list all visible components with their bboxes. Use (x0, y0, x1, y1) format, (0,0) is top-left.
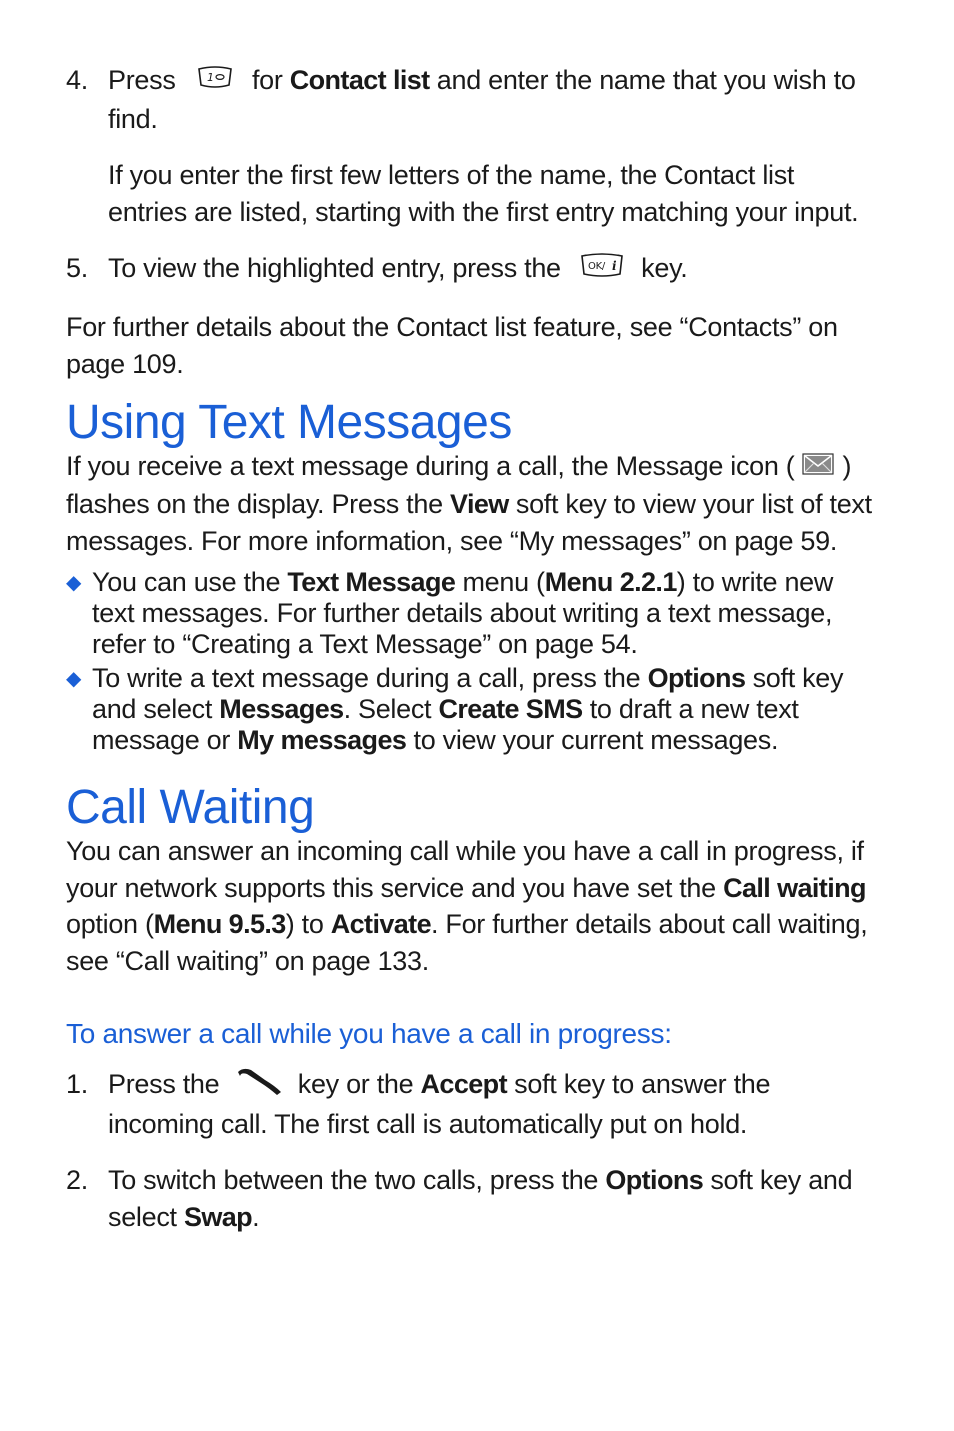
subheading-answer-call: To answer a call while you have a call in progress: (66, 1018, 672, 1050)
ok-key-icon (578, 250, 626, 290)
contacts-further-details: For further details about the Contact list feature, see “Contacts” on page 109. (66, 311, 838, 379)
svg-text:i: i (611, 258, 617, 273)
bullet-text-message-menu: ◆ You can use the Text Message menu (Menu 2.2.1) to write new text messages. For further details about writing a text message, refer to “Creating a Text Message” on page 54. (66, 567, 834, 660)
send-key-icon (235, 1066, 285, 1106)
step-4: 4. Press 1 for Contact list and enter the name that you wish to find. (66, 62, 876, 138)
call-step-1: 1. Press the key or the Accept soft key to answer the incoming call. The first call is automatically put on hold. (66, 1066, 876, 1143)
envelope-icon (802, 449, 834, 486)
one-key-icon (195, 63, 235, 101)
diamond-bullet-icon: ◆ (66, 668, 82, 691)
text-messages-paragraph: If you receive a text message during a call, the Message icon ( ) flashes on the display. Press the View soft key to view your list of text messages. For more information, see “My messages” on page 59. (66, 450, 872, 557)
step-number: 4. (66, 65, 88, 95)
svg-text:OK/: OK/ (587, 260, 605, 272)
svg-text:1: 1 (206, 70, 214, 84)
step-number: 1. (66, 1069, 88, 1100)
step-number: 2. (66, 1165, 88, 1196)
heading-call-waiting: Call Waiting (66, 781, 315, 835)
call-step-2: 2. To switch between the two calls, press the Options soft key and select Swap. (66, 1162, 876, 1236)
manual-page (66, 62, 876, 1236)
step-4-note: If you enter the first few letters of the name, the Contact list entries are listed, starting with the first entry matching your input. (108, 159, 859, 227)
bullet-write-during-call: ◆ To write a text message during a call, press the Options soft key and select Messages. Select Create SMS to draft a new text message or My messages to view your current messages. (66, 663, 844, 756)
diamond-bullet-icon: ◆ (66, 572, 82, 595)
call-waiting-paragraph: You can answer an incoming call while you have a call in progress, if your network supports this service and you have set the Call waiting option (Menu 9.5.3) to Activate. For further details about call waiting, see “Call waiting” on page 133. (66, 836, 868, 976)
step-number: 5. (66, 252, 88, 283)
step-5: 5. To view the highlighted entry, press the OK/ i key. (66, 250, 876, 290)
heading-text-messages: Using Text Messages (66, 395, 512, 449)
